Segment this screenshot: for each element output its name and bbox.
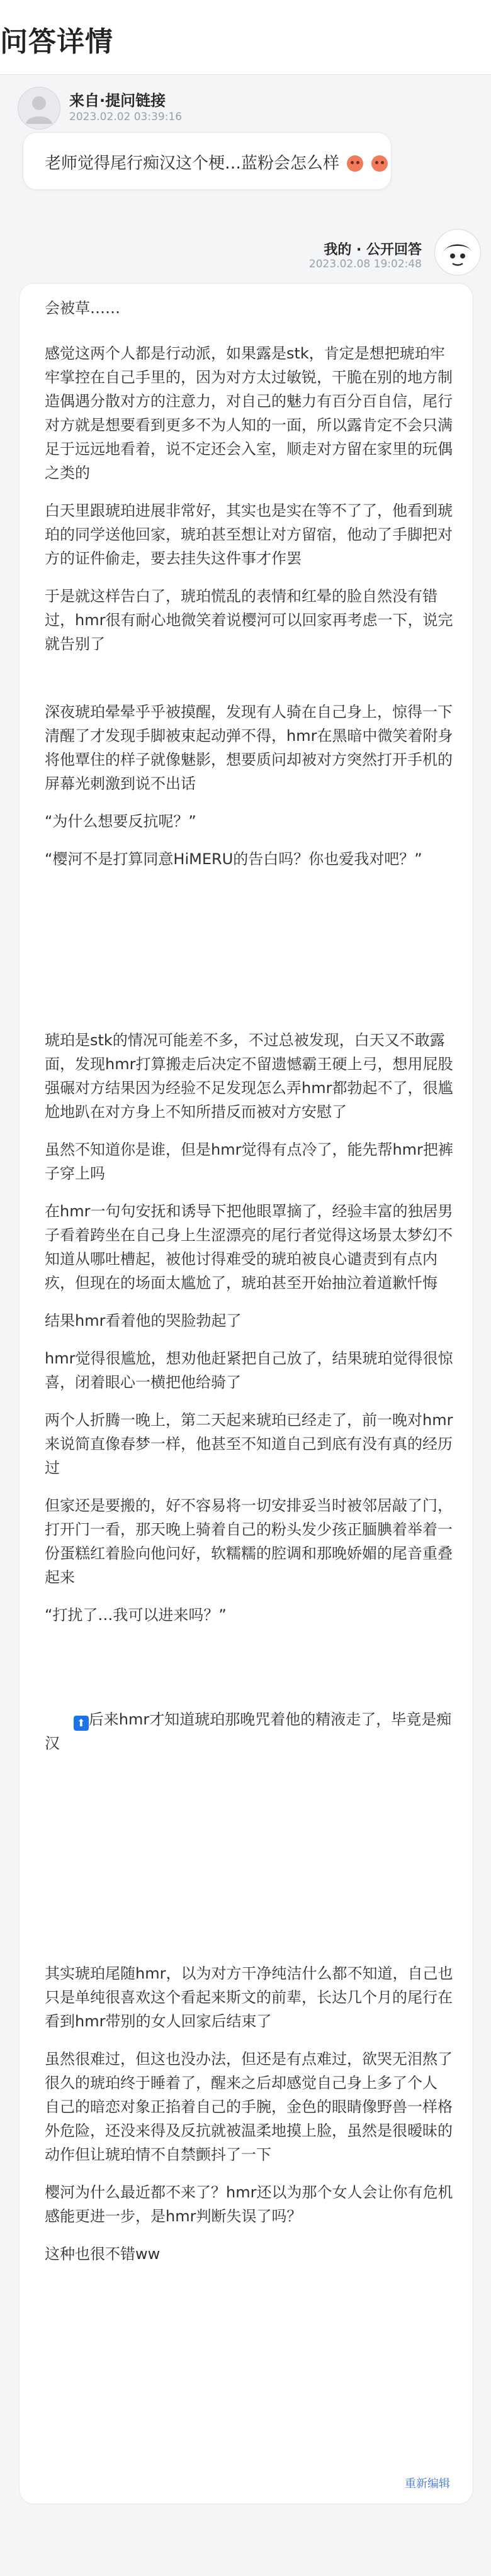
answer-content [45, 296, 454, 2280]
answer-paragraph: 其实琥珀尾随hmr，以为对方干净纯洁什么都不知道，自己也只是单纯很喜欢这个看起来斯文的前辈，长达几个月的尾行在看到hmr带别的女人回家后结束了 [45, 1965, 453, 2030]
answer-paragraph-with-icon [45, 1684, 454, 1779]
answer-paragraph: 会被草…… [45, 299, 120, 317]
answer-paragraph: “为什么想要反抗呢？” [45, 813, 196, 830]
answer-paragraph: 樱河为什么最近都不来了？hmr还以为那个女人会让你有危机感能更进一步，是hmr判断失误了吗？ [45, 2184, 453, 2225]
question-bubble [23, 132, 392, 190]
angry-face-emoji-icon [371, 155, 388, 172]
answer-paragraph: 在hmr一句句安抚和诱导下把他眼罩摘了，经验丰富的独居男子看着跨坐在自己身上生涩漂亮的尾行者觉得这场景太梦幻不知道从哪吐槽起，被他讨得难受的琥珀被良心谴责到有点内疚，但现在的场面太尴尬了，琥珀甚至开始抽泣着道歉忏悔 [45, 1202, 453, 1292]
answer-paragraph: 感觉这两个人都是行动派，如果露是stk，肯定是想把琥珀牢牢掌控在自己手里的，因为对方太过敏锐，干脆在别的地方制造偶遇分散对方的注意力，对自己的魅力有百分百自信，尾行对方就是想要看到更多不为人知的一面，所以露肯定不会只满足于远远地看着，说不定还会入室，顺走对方留在家里的玩偶之类的 [45, 345, 453, 482]
answer-meta-title: 我的 · 公开回答 [324, 242, 422, 258]
angry-face-emoji-icon [347, 155, 363, 172]
answer-paragraph: 后来hmr才知道琥珀那晚咒着他的精液走了，毕竟是痴汉 [45, 1711, 452, 1752]
answer-paragraph: 虽然不知道你是谁，但是hmr觉得有点冷了，能先帮hmr把裤子穿上吗 [45, 1141, 453, 1182]
page-title: 问答详情 [0, 26, 113, 58]
answer-paragraph: 这种也很不错ww [45, 2245, 161, 2263]
answer-paragraph: hmr觉得很尴尬，想劝他赶紧把自己放了，结果琥珀觉得很惊喜，闭着眼心一横把他给骑了 [45, 1350, 453, 1391]
re-edit-link[interactable]: 重新编辑 [405, 2477, 450, 2490]
question-text-row [45, 150, 388, 174]
answer-paragraph: 深夜琥珀晕晕乎乎被摸醒，发现有人骑在自己身上，惊得一下清醒了才发现手脚被束起动弹不得，hmr在黑暗中微笑着附身将他覃住的样子就像魅影，想要质问却被对方突然打开手机的屏幕光刺激到说不出话 [45, 703, 453, 792]
answer-paragraph: 两个人折腾一晚上，第二天起来琥珀已经走了，前一晚对hmr来说简直像春梦一样，他甚至不知道自己到底有没有真的经历过 [45, 1411, 453, 1477]
arrow-up-icon: ⬆ [74, 1716, 89, 1731]
app-header [0, 0, 491, 75]
question-source-label: 来自·提问链接 [69, 92, 166, 109]
answer-timestamp: 2023.02.08 19:02:48 [308, 258, 422, 270]
answer-paragraph: 白天里跟琥珀进展非常好，其实也是实在等不了了，他看到琥珀的同学送他回家，琥珀甚至想让对方留宿，他动了手脚把对方的证件偷走，要去挂失这件事才作罢 [45, 502, 453, 567]
answer-paragraph: 于是就这样告白了，琥珀慌乱的表情和红晕的脸自然没有错过，hmr很有耐心地微笑着说樱河可以回家再考虑一下，说完就告别了 [45, 587, 453, 653]
answer-paragraph: 琥珀是stk的情况可能差不多，不过总被发现，白天又不敢露面，发现hmr打算搬走后决定不留遗憾霸王硬上弓，想用屁股强碾对方结果因为经验不足发现怎么弄hmr都勃起不了，很尴尬地趴在对方身上不知所措反而被对方安慰了 [45, 1031, 453, 1121]
answer-paragraph: 虽然很难过，但这也没办法，但还是有点难过，欲哭无泪熬了很久的琥珀终于睡着了，醒来之后却感觉自己身上多了个人 自己的暗恋对象正掐着自己的手腕，金色的眼睛像野兽一样格外危险，还没来得及反抗就被温柔地摸上脸，虽然是很暧昧的动作但让琥珀情不自禁颤抖了一下 [45, 2050, 453, 2163]
question-timestamp: 2023.02.02 03:39:16 [69, 111, 183, 123]
user-silhouette-icon [18, 87, 60, 129]
answerer-avatar [434, 229, 481, 275]
answer-paragraph: 但家还是要搬的，好不容易将一切安排妥当时被邻居敲了门，打开门一看，那天晚上骑着自己的粉头发少孩正腼腆着举着一份蛋糕红着脸向他问好，软糯糯的腔调和那晚娇媚的尾音重叠起来 [45, 1497, 453, 1586]
question-text: 老师觉得尾行痴汉这个梗…蓝粉会怎么样 [45, 154, 340, 173]
answer-card [19, 283, 473, 2504]
answer-paragraph: 结果hmr看着他的哭脸勃起了 [45, 1312, 242, 1330]
answer-paragraph: “樱河不是打算同意HiMERU的告白吗？你也爱我对吧？” [45, 850, 422, 868]
answer-paragraph: “打扰了…我可以进来吗？” [45, 1606, 227, 1624]
sketch-avatar-icon [435, 230, 480, 275]
asker-avatar [18, 87, 60, 130]
